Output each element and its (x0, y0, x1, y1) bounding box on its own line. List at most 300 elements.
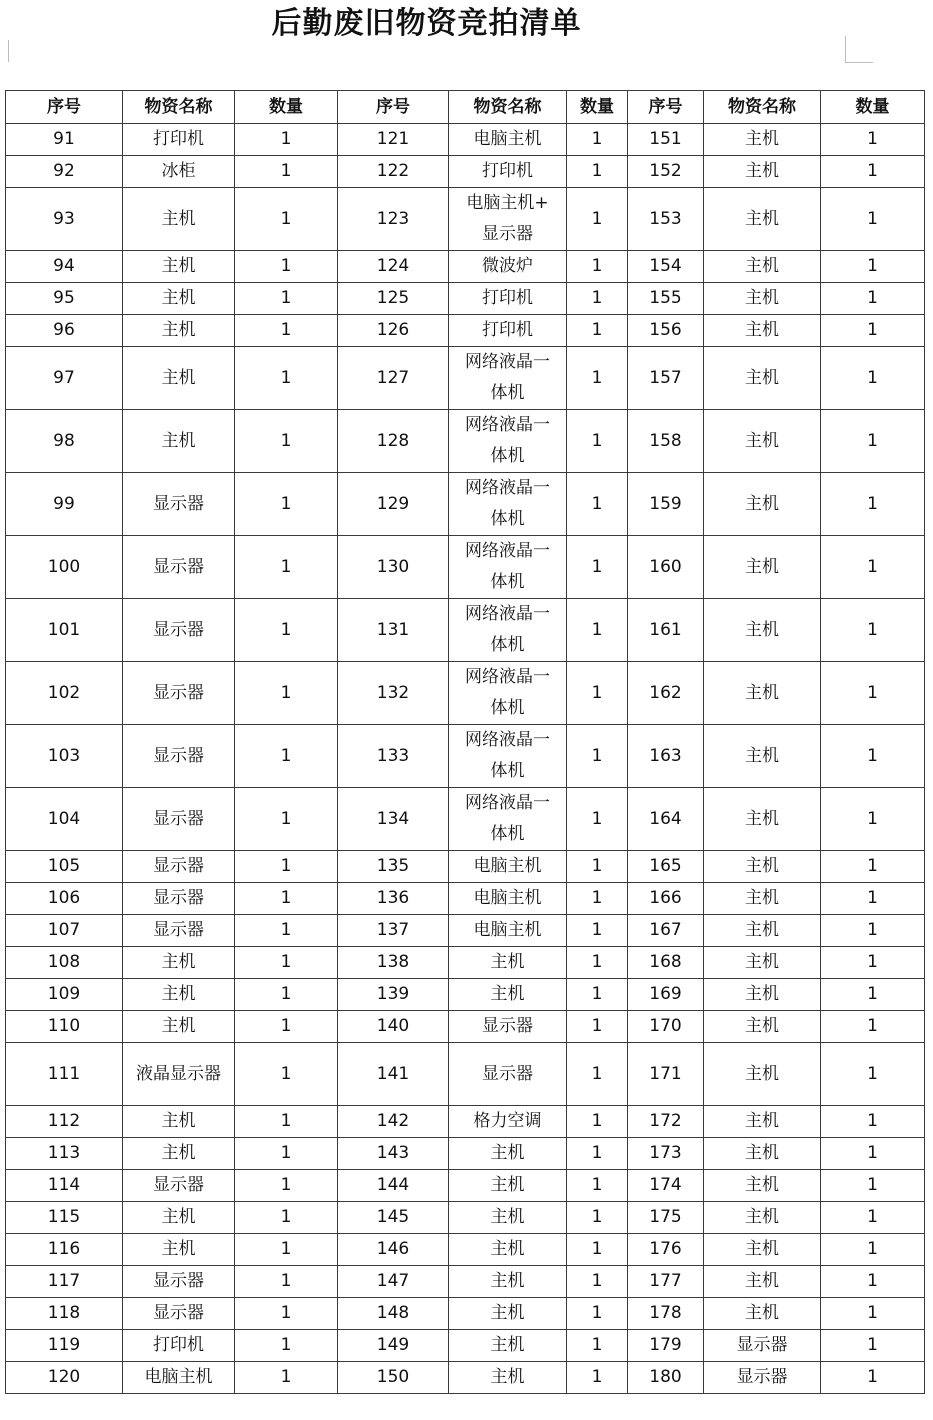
cell-index: 97 (6, 347, 123, 410)
cell-quantity: 1 (235, 251, 338, 283)
cell-quantity: 1 (567, 156, 628, 188)
cell-index: 106 (6, 883, 123, 915)
cell-quantity: 1 (821, 1170, 925, 1202)
cell-quantity: 1 (235, 536, 338, 599)
table-row (6, 473, 925, 536)
header-item-name: 物资名称 (704, 91, 821, 124)
page-corner-mark-left (8, 40, 9, 62)
cell-index: 149 (338, 1330, 449, 1362)
cell-quantity: 1 (567, 1138, 628, 1170)
cell-index: 167 (628, 915, 704, 947)
table-row (6, 599, 925, 662)
cell-index: 155 (628, 283, 704, 315)
cell-quantity: 1 (567, 915, 628, 947)
cell-quantity: 1 (567, 1330, 628, 1362)
cell-quantity: 1 (821, 947, 925, 979)
cell-quantity: 1 (821, 788, 925, 851)
cell-quantity: 1 (235, 188, 338, 251)
cell-quantity: 1 (567, 1362, 628, 1394)
cell-index: 119 (6, 1330, 123, 1362)
cell-index: 145 (338, 1202, 449, 1234)
cell-quantity: 1 (235, 883, 338, 915)
item-name-line: 体机 (490, 509, 525, 529)
cell-index: 116 (6, 1234, 123, 1266)
table-row (6, 156, 925, 188)
cell-index: 95 (6, 283, 123, 315)
cell-index: 136 (338, 883, 449, 915)
cell-item-name: 显示器 (449, 1043, 567, 1106)
cell-item-name: 打印机 (449, 283, 567, 315)
item-name-line: 体机 (490, 698, 525, 718)
cell-index: 158 (628, 410, 704, 473)
cell-item-name: 打印机 (449, 315, 567, 347)
cell-item-name: 主机 (704, 1266, 821, 1298)
cell-quantity: 1 (567, 124, 628, 156)
cell-item-name: 主机 (449, 947, 567, 979)
cell-item-name: 主机 (704, 915, 821, 947)
cell-quantity: 1 (567, 883, 628, 915)
cell-index: 100 (6, 536, 123, 599)
cell-quantity: 1 (821, 883, 925, 915)
item-name-line: 网络液晶一 (465, 730, 550, 750)
item-name-line: 电脑主机+ (466, 193, 549, 213)
cell-quantity: 1 (821, 473, 925, 536)
cell-quantity: 1 (235, 315, 338, 347)
header-row (6, 91, 925, 124)
item-name-line: 网络液晶一 (465, 415, 550, 435)
cell-index: 96 (6, 315, 123, 347)
cell-index: 180 (628, 1362, 704, 1394)
cell-index: 110 (6, 1011, 123, 1043)
cell-quantity: 1 (567, 725, 628, 788)
cell-quantity: 1 (235, 1202, 338, 1234)
table-row (6, 283, 925, 315)
cell-quantity: 1 (821, 283, 925, 315)
cell-item-name: 显示器 (123, 536, 235, 599)
item-name-line: 网络液晶一 (465, 604, 550, 624)
cell-item-name: 主机 (123, 410, 235, 473)
cell-item-name: 主机 (704, 124, 821, 156)
inventory-table (5, 90, 925, 1394)
table-row (6, 1298, 925, 1330)
cell-index: 93 (6, 188, 123, 251)
cell-quantity: 1 (821, 1298, 925, 1330)
cell-index: 123 (338, 188, 449, 251)
cell-index: 163 (628, 725, 704, 788)
cell-index: 147 (338, 1266, 449, 1298)
item-name-line: 体机 (490, 824, 525, 844)
cell-item-name: 显示器 (123, 1266, 235, 1298)
cell-quantity: 1 (821, 851, 925, 883)
cell-index: 137 (338, 915, 449, 947)
table-row (6, 947, 925, 979)
item-name-line: 网络液晶一 (465, 541, 550, 561)
table-row (6, 1266, 925, 1298)
cell-index: 101 (6, 599, 123, 662)
cell-item-name: 微波炉 (449, 251, 567, 283)
cell-quantity: 1 (821, 915, 925, 947)
cell-item-name (449, 536, 567, 599)
cell-index: 131 (338, 599, 449, 662)
cell-item-name (449, 473, 567, 536)
table-row (6, 1170, 925, 1202)
cell-index: 105 (6, 851, 123, 883)
cell-index: 140 (338, 1011, 449, 1043)
cell-item-name: 主机 (704, 979, 821, 1011)
cell-index: 113 (6, 1138, 123, 1170)
cell-quantity: 1 (235, 124, 338, 156)
cell-item-name: 电脑主机 (449, 124, 567, 156)
cell-item-name: 主机 (704, 883, 821, 915)
cell-index: 168 (628, 947, 704, 979)
item-name-line: 体机 (490, 635, 525, 655)
cell-quantity: 1 (821, 410, 925, 473)
cell-index: 174 (628, 1170, 704, 1202)
cell-quantity: 1 (235, 915, 338, 947)
table-row (6, 315, 925, 347)
cell-index: 130 (338, 536, 449, 599)
cell-item-name: 电脑主机 (449, 883, 567, 915)
cell-index: 124 (338, 251, 449, 283)
cell-index: 173 (628, 1138, 704, 1170)
cell-item-name: 主机 (704, 410, 821, 473)
cell-item-name: 主机 (704, 1170, 821, 1202)
table-row (6, 1234, 925, 1266)
cell-index: 150 (338, 1362, 449, 1394)
cell-quantity: 1 (567, 1298, 628, 1330)
cell-quantity: 1 (567, 1011, 628, 1043)
header-index: 序号 (6, 91, 123, 124)
cell-index: 114 (6, 1170, 123, 1202)
table-row (6, 915, 925, 947)
cell-item-name (449, 410, 567, 473)
cell-item-name: 主机 (704, 1106, 821, 1138)
cell-quantity: 1 (235, 1106, 338, 1138)
item-name-line: 显示器 (482, 224, 533, 244)
item-name-line: 网络液晶一 (465, 352, 550, 372)
table-row (6, 883, 925, 915)
table-row (6, 410, 925, 473)
cell-quantity: 1 (821, 1043, 925, 1106)
cell-quantity: 1 (567, 662, 628, 725)
cell-index: 151 (628, 124, 704, 156)
cell-item-name: 打印机 (449, 156, 567, 188)
table-row (6, 1330, 925, 1362)
cell-quantity: 1 (235, 1043, 338, 1106)
item-name-line: 体机 (490, 761, 525, 781)
cell-quantity: 1 (821, 188, 925, 251)
cell-item-name: 电脑主机 (449, 851, 567, 883)
cell-index: 121 (338, 124, 449, 156)
cell-index: 152 (628, 156, 704, 188)
cell-quantity: 1 (567, 347, 628, 410)
cell-index: 178 (628, 1298, 704, 1330)
cell-index: 175 (628, 1202, 704, 1234)
cell-index: 112 (6, 1106, 123, 1138)
cell-index: 161 (628, 599, 704, 662)
header-quantity: 数量 (567, 91, 628, 124)
cell-item-name: 格力空调 (449, 1106, 567, 1138)
page-corner-mark-right (845, 36, 873, 63)
cell-index: 142 (338, 1106, 449, 1138)
cell-index: 165 (628, 851, 704, 883)
cell-index: 157 (628, 347, 704, 410)
cell-item-name: 显示器 (123, 1170, 235, 1202)
cell-item-name (449, 347, 567, 410)
item-name-line: 体机 (490, 383, 525, 403)
cell-item-name (449, 788, 567, 851)
cell-index: 111 (6, 1043, 123, 1106)
cell-quantity: 1 (235, 1362, 338, 1394)
cell-quantity: 1 (235, 599, 338, 662)
cell-quantity: 1 (567, 473, 628, 536)
table-row (6, 347, 925, 410)
cell-item-name: 显示器 (123, 883, 235, 915)
cell-quantity: 1 (821, 1138, 925, 1170)
cell-item-name: 冰柜 (123, 156, 235, 188)
cell-item-name: 主机 (123, 979, 235, 1011)
cell-item-name (449, 725, 567, 788)
cell-quantity: 1 (567, 1043, 628, 1106)
cell-item-name: 主机 (449, 979, 567, 1011)
cell-item-name: 主机 (704, 156, 821, 188)
cell-index: 162 (628, 662, 704, 725)
cell-index: 177 (628, 1266, 704, 1298)
cell-index: 128 (338, 410, 449, 473)
cell-item-name: 主机 (704, 662, 821, 725)
cell-index: 148 (338, 1298, 449, 1330)
cell-index: 99 (6, 473, 123, 536)
cell-item-name: 主机 (123, 315, 235, 347)
cell-quantity: 1 (821, 251, 925, 283)
cell-item-name: 主机 (704, 283, 821, 315)
header-quantity: 数量 (821, 91, 925, 124)
cell-quantity: 1 (821, 979, 925, 1011)
table-row (6, 188, 925, 251)
header-item-name: 物资名称 (449, 91, 567, 124)
table-row (6, 251, 925, 283)
cell-quantity: 1 (821, 1330, 925, 1362)
table-row (6, 725, 925, 788)
cell-quantity: 1 (235, 1011, 338, 1043)
cell-quantity: 1 (567, 1234, 628, 1266)
cell-quantity: 1 (235, 410, 338, 473)
cell-quantity: 1 (235, 156, 338, 188)
cell-item-name: 主机 (123, 1106, 235, 1138)
table-row (6, 124, 925, 156)
cell-quantity: 1 (567, 788, 628, 851)
cell-index: 138 (338, 947, 449, 979)
table-row (6, 1043, 925, 1106)
cell-quantity: 1 (567, 599, 628, 662)
cell-item-name: 显示器 (123, 473, 235, 536)
cell-index: 125 (338, 283, 449, 315)
cell-quantity: 1 (821, 1234, 925, 1266)
cell-item-name: 主机 (704, 1298, 821, 1330)
table-row (6, 1362, 925, 1394)
header-index: 序号 (338, 91, 449, 124)
cell-index: 104 (6, 788, 123, 851)
cell-item-name: 主机 (123, 1202, 235, 1234)
cell-index: 153 (628, 188, 704, 251)
cell-quantity: 1 (235, 1266, 338, 1298)
cell-item-name: 主机 (123, 283, 235, 315)
header-item-name: 物资名称 (123, 91, 235, 124)
cell-index: 135 (338, 851, 449, 883)
cell-index: 164 (628, 788, 704, 851)
cell-quantity: 1 (567, 1202, 628, 1234)
cell-item-name: 主机 (449, 1138, 567, 1170)
table-row (6, 1138, 925, 1170)
cell-index: 171 (628, 1043, 704, 1106)
cell-quantity: 1 (235, 283, 338, 315)
cell-index: 141 (338, 1043, 449, 1106)
cell-index: 176 (628, 1234, 704, 1266)
cell-quantity: 1 (821, 1202, 925, 1234)
cell-quantity: 1 (821, 124, 925, 156)
header-index: 序号 (628, 91, 704, 124)
cell-item-name: 主机 (449, 1234, 567, 1266)
cell-item-name: 电脑主机 (123, 1362, 235, 1394)
table-row (6, 662, 925, 725)
cell-quantity: 1 (567, 1106, 628, 1138)
cell-item-name: 主机 (704, 1043, 821, 1106)
cell-item-name (449, 188, 567, 251)
cell-item-name: 主机 (704, 536, 821, 599)
cell-item-name: 主机 (123, 188, 235, 251)
cell-item-name: 主机 (704, 947, 821, 979)
cell-item-name: 显示器 (123, 915, 235, 947)
cell-item-name: 主机 (704, 1202, 821, 1234)
cell-index: 91 (6, 124, 123, 156)
cell-item-name: 主机 (704, 251, 821, 283)
cell-quantity: 1 (567, 188, 628, 251)
cell-item-name: 主机 (449, 1170, 567, 1202)
cell-index: 127 (338, 347, 449, 410)
item-name-line: 网络液晶一 (465, 793, 550, 813)
cell-item-name: 主机 (704, 725, 821, 788)
cell-index: 107 (6, 915, 123, 947)
cell-quantity: 1 (821, 662, 925, 725)
cell-index: 144 (338, 1170, 449, 1202)
cell-item-name: 主机 (704, 599, 821, 662)
cell-quantity: 1 (567, 979, 628, 1011)
cell-index: 166 (628, 883, 704, 915)
cell-quantity: 1 (235, 1330, 338, 1362)
cell-index: 115 (6, 1202, 123, 1234)
cell-item-name: 显示器 (123, 662, 235, 725)
cell-quantity: 1 (821, 536, 925, 599)
cell-item-name: 主机 (704, 1138, 821, 1170)
cell-index: 179 (628, 1330, 704, 1362)
cell-item-name (449, 662, 567, 725)
cell-index: 143 (338, 1138, 449, 1170)
cell-item-name: 主机 (123, 1011, 235, 1043)
cell-index: 160 (628, 536, 704, 599)
cell-index: 108 (6, 947, 123, 979)
cell-quantity: 1 (567, 283, 628, 315)
cell-quantity: 1 (821, 1266, 925, 1298)
cell-quantity: 1 (821, 315, 925, 347)
item-name-line: 网络液晶一 (465, 478, 550, 498)
cell-quantity: 1 (567, 947, 628, 979)
cell-item-name: 显示器 (123, 1298, 235, 1330)
cell-quantity: 1 (567, 251, 628, 283)
cell-item-name: 主机 (449, 1298, 567, 1330)
cell-index: 169 (628, 979, 704, 1011)
cell-quantity: 1 (235, 662, 338, 725)
cell-index: 103 (6, 725, 123, 788)
cell-item-name: 主机 (704, 851, 821, 883)
cell-index: 170 (628, 1011, 704, 1043)
cell-quantity: 1 (567, 851, 628, 883)
cell-quantity: 1 (235, 1234, 338, 1266)
cell-item-name: 主机 (123, 251, 235, 283)
table-row (6, 536, 925, 599)
cell-quantity: 1 (567, 1266, 628, 1298)
table-row (6, 851, 925, 883)
cell-quantity: 1 (567, 315, 628, 347)
cell-item-name: 电脑主机 (449, 915, 567, 947)
item-name-line: 体机 (490, 572, 525, 592)
table-row (6, 788, 925, 851)
cell-quantity: 1 (235, 1298, 338, 1330)
cell-item-name: 显示器 (449, 1011, 567, 1043)
cell-item-name: 主机 (704, 347, 821, 410)
cell-index: 156 (628, 315, 704, 347)
cell-index: 126 (338, 315, 449, 347)
cell-index: 154 (628, 251, 704, 283)
cell-index: 134 (338, 788, 449, 851)
cell-quantity: 1 (235, 347, 338, 410)
cell-item-name: 主机 (449, 1202, 567, 1234)
cell-item-name: 主机 (704, 1011, 821, 1043)
cell-item-name (449, 599, 567, 662)
cell-quantity: 1 (235, 947, 338, 979)
cell-quantity: 1 (821, 599, 925, 662)
cell-item-name: 液晶显示器 (123, 1043, 235, 1106)
cell-index: 122 (338, 156, 449, 188)
cell-item-name: 主机 (123, 947, 235, 979)
cell-quantity: 1 (235, 979, 338, 1011)
cell-quantity: 1 (821, 347, 925, 410)
cell-item-name: 显示器 (123, 725, 235, 788)
cell-quantity: 1 (567, 410, 628, 473)
cell-item-name: 显示器 (704, 1330, 821, 1362)
cell-index: 109 (6, 979, 123, 1011)
cell-item-name: 主机 (449, 1266, 567, 1298)
cell-item-name: 打印机 (123, 1330, 235, 1362)
cell-item-name: 显示器 (123, 599, 235, 662)
table-row (6, 1106, 925, 1138)
cell-item-name: 主机 (123, 1234, 235, 1266)
cell-quantity: 1 (821, 725, 925, 788)
cell-item-name: 主机 (704, 315, 821, 347)
cell-item-name: 打印机 (123, 124, 235, 156)
cell-index: 118 (6, 1298, 123, 1330)
item-name-line: 网络液晶一 (465, 667, 550, 687)
cell-quantity: 1 (235, 1170, 338, 1202)
item-name-line: 体机 (490, 446, 525, 466)
cell-index: 133 (338, 725, 449, 788)
cell-index: 146 (338, 1234, 449, 1266)
cell-item-name: 主机 (123, 1138, 235, 1170)
cell-index: 139 (338, 979, 449, 1011)
cell-quantity: 1 (567, 536, 628, 599)
cell-index: 117 (6, 1266, 123, 1298)
cell-index: 98 (6, 410, 123, 473)
cell-item-name: 主机 (449, 1330, 567, 1362)
